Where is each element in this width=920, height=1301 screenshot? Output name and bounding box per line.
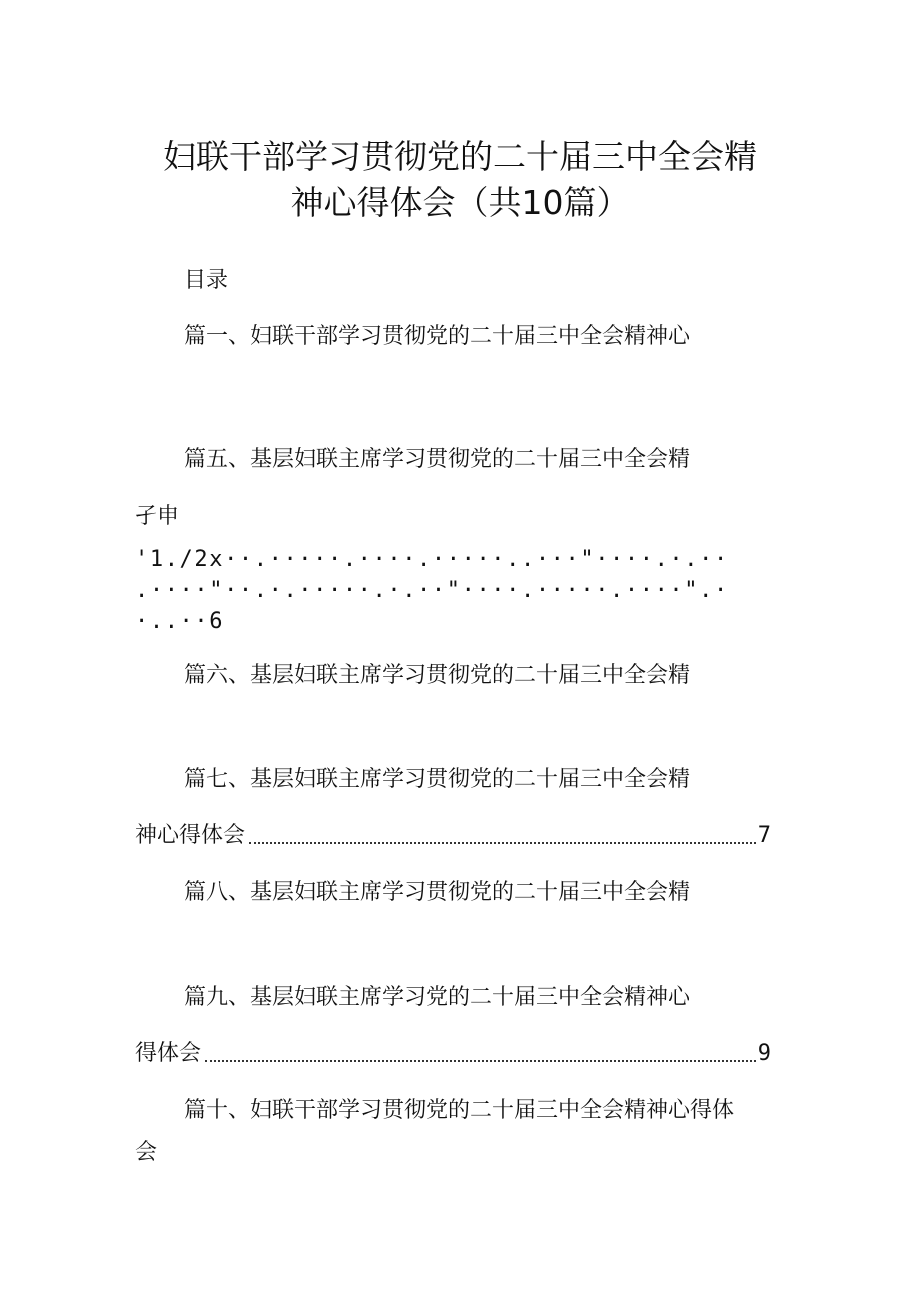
document-title-line-1: 妇联干部学习贯彻党的二十届三中全会精 (163, 137, 757, 176)
toc-entry-9[interactable]: 篇九、基层妇联主席学习党的二十届三中全会精神心 (184, 985, 691, 1010)
dot-leader (205, 1060, 756, 1062)
garbled-leader-line-3: ·..··6 (135, 609, 225, 634)
toc-entry-7-continuation[interactable] (135, 821, 771, 851)
toc-entry-8[interactable]: 篇八、基层妇联主席学习贯彻党的二十届三中全会精 (184, 880, 691, 905)
toc-entry-9-continuation[interactable] (135, 1039, 771, 1069)
garbled-leader-line-1: '1./2x··.·····.····.·····..···"····.·.·· (135, 547, 729, 572)
document-title-line-2: 神心得体会（共10篇） (290, 183, 630, 222)
toc-entry-6[interactable]: 篇六、基层妇联主席学习贯彻党的二十届三中全会精 (184, 663, 691, 688)
toc-entry-7[interactable]: 篇七、基层妇联主席学习贯彻党的二十届三中全会精 (184, 767, 691, 792)
toc-entry-1[interactable]: 篇一、妇联干部学习贯彻党的二十届三中全会精神心 (184, 324, 691, 349)
dot-leader (249, 842, 756, 844)
toc-entry-10-continuation: 会 (135, 1140, 158, 1165)
toc-entry-9-label: 得体会 (135, 1041, 202, 1066)
toc-entry-7-label: 神心得体会 (135, 823, 246, 848)
toc-entry-5-continuation: 孑申 (135, 504, 180, 529)
toc-heading: 目录 (184, 268, 229, 293)
toc-entry-10[interactable]: 篇十、妇联干部学习贯彻党的二十届三中全会精神心得体 (184, 1098, 735, 1123)
garbled-leader-line-2: .····"··.·.·····.·.··"····.·····.····".· (135, 578, 729, 603)
page-number: 9 (757, 1041, 771, 1066)
toc-entry-5[interactable]: 篇五、基层妇联主席学习贯彻党的二十届三中全会精 (184, 447, 691, 472)
page-number: 7 (757, 823, 771, 848)
